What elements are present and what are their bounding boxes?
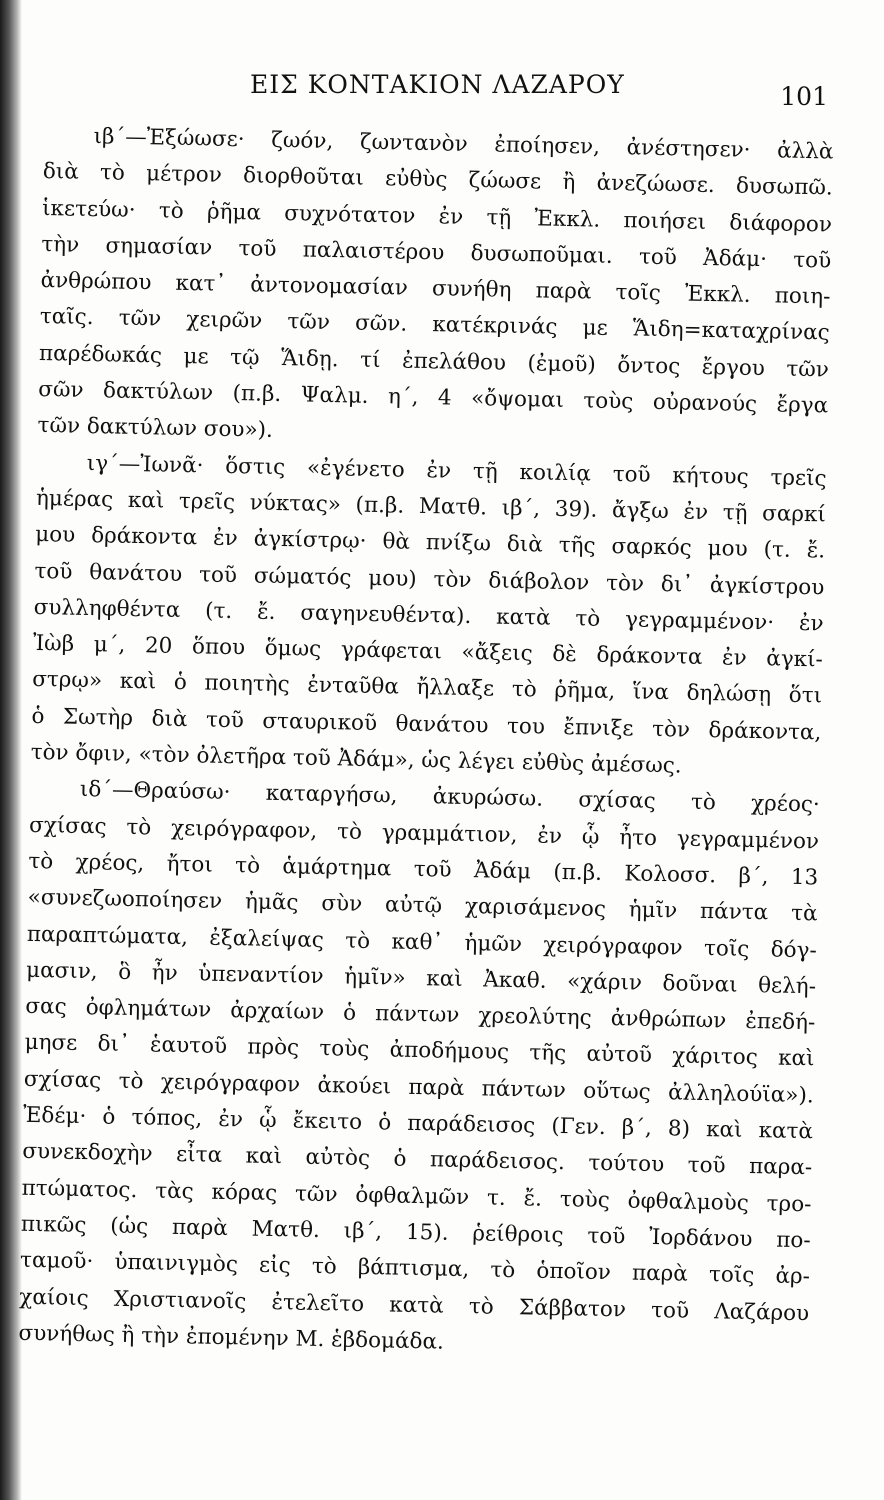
text-line: σχίσας τὸ χειρόγραφον, τὸ γραμμάτιον, ἐν ᾧ ἦτο γεγραμμένον [28, 812, 820, 855]
text-line: στρῳ» καὶ ὁ ποιητὴς ἐνταῦθα ἤλλαξε τὸ ῥῆμα, ἵνα δηλώσῃ ὅτι [31, 667, 823, 709]
book-spine-shadow [0, 0, 22, 1500]
text-line: ὁ Σωτὴρ διὰ τοῦ σταυρικοῦ θανάτου του ἔπνιξε τὸν δράκοντα, [31, 703, 822, 746]
text-line: παρέδωκάς με τῷ Ἅιδῃ. τί ἐπελάθου (ἐμοῦ) ὄντος ἔργου τῶν [38, 340, 830, 383]
text-line: πτώματος. τὰς κόρας τῶν ὀφθαλμῶν τ. ἔ. τοὺς ὀφθαλμοὺς τρο- [21, 1175, 812, 1217]
text-line: μησε δι᾽ ἑαυτοῦ πρὸς τοὺς ἀποδήμους τῆς αὐτοῦ χάριτος καὶ [24, 1030, 815, 1072]
text-line: ιγ΄—Ἰωνᾶ· ὅστις «ἐγένετο ἐν τῇ κοιλίᾳ τοῦ κήτους τρεῖς [86, 450, 827, 492]
text-line: ιδ΄—Θραύσω· καταργήσω, ἀκυρώσω. σχίσας τὸ χρέος· [79, 777, 821, 818]
text-line: σας ὀφλημάτων ἀρχαίων ὁ πάντων χρεολύτης ἀνθρώπων ἐπεδή- [25, 993, 816, 1036]
running-title: ΕΙΣ ΚΟΝΤΑΚΙΟΝ ΛΑΖΑΡΟΥ [250, 70, 625, 99]
text-line: τῶν δακτύλων σου»). [37, 413, 274, 444]
text-line: μασιν, ὃ ἦν ὑπεναντίον ἡμῖν» καὶ Ἀκαθ. «χάριν δοῦναι θελή- [25, 957, 817, 1000]
text-line: διὰ τὸ μέτρον διορθοῦται εὐθὺς ζώωσε ἢ ἀνεζώωσε. δυσωπῶ. [42, 159, 833, 201]
text-line: συλληφθέντα (τ. ἔ. σαγηνευθέντα). κατὰ τὸ γεγραμμένον· ἐν [33, 594, 824, 637]
page-number: 101 [780, 82, 828, 111]
text-line: ταμοῦ· ὑπαινιγμὸς εἰς τὸ βάπτισμα, τὸ ὁποῖον παρὰ τοῖς ἀρ- [19, 1247, 811, 1290]
text-line: σῶν δακτύλων (π.β. Ψαλμ. η΄, 4 «ὄψομαι τοὺς οὐρανούς ἔργα [38, 377, 829, 419]
text-line: συνήθως ἢ τὴν ἐπομένην Μ. ἑβδομάδα. [18, 1320, 445, 1355]
text-line: πικῶς (ὡς παρὰ Ματθ. ιβ΄, 15). ῥείθροις τοῦ Ἰορδάνου πο- [20, 1211, 811, 1254]
text-line: μου δράκοντα ἐν ἀγκίστρῳ· θὰ πνίξω διὰ τῆς σαρκός μου (τ. ἔ. [35, 522, 826, 564]
text-line: ἀνθρώπου κατ᾽ ἀντονομασίαν συνήθη παρὰ τοῖς Ἐκκλ. ποιη- [40, 268, 831, 310]
text-line: τοῦ θανάτου τοῦ σώματός μου) τὸν διάβολον τὸν δι᾽ ἀγκίστρου [34, 558, 825, 601]
page-header [60, 70, 828, 110]
text-line: ἱκετεύω· τὸ ῥῆμα συχνότατον ἐν τῇ Ἐκκλ. ποιήσει διάφορον [41, 195, 833, 238]
text-line: παραπτώματα, ἐξαλείψας τὸ καθ᾽ ἡμῶν χειρόγραφον τοῖς δόγ- [26, 921, 817, 963]
text-line: τὸν ὄφιν, «τὸν ὀλετῆρα τοῦ Ἀδάμ», ὡς λέγει εὐθὺς ἀμέσως. [30, 739, 682, 779]
text-line: Ἐδέμ· ὁ τόπος, ἐν ᾧ ἔκειτο ὁ παράδεισος (Γεν. β΄, 8) καὶ κατὰ [22, 1102, 814, 1145]
text-line: ἡμέρας καὶ τρεῖς νύκτας» (π.β. Ματθ. ιβ΄, 39). ἄγξω ἐν τῇ σαρκί [35, 485, 827, 528]
text-line: τὴν σημασίαν τοῦ παλαιστέρου δυσωποῦμαι. τοῦ Ἀδάμ· τοῦ [41, 231, 832, 274]
text-line: ταῖς. τῶν χειρῶν τῶν σῶν. κατέκρινάς με Ἅιδη=καταχρίνας [39, 304, 830, 346]
text-line: «συνεζωοποίησεν ἡμᾶς σὺν αὐτῷ χαρισάμενος ἡμῖν πάντα τὰ [27, 885, 818, 927]
text-line: τὸ χρέος, ἤτοι τὸ ἁμάρτημα τοῦ Ἀδάμ (π.β. Κολοσσ. β΄, 13 [28, 848, 819, 891]
text-line: ιβ΄—Ἐξώωσε· ζωόν, ζωντανὸν ἐποίησεν, ἀνέστησεν· ἀλλὰ [93, 124, 834, 165]
text-line: Ἰὼβ μ΄, 20 ὅπου ὅμως γράφεται «ἄξεις δὲ δράκοντα ἐν ἀγκί- [32, 631, 824, 673]
commentary-text [18, 118, 834, 1368]
text-line: σχίσας τὸ χειρόγραφον ἀκούει παρὰ πάντων οὕτως ἀλληλούϊα»). [23, 1066, 814, 1109]
text-line: συνεκδοχὴν εἶτα καὶ αὐτὸς ὁ παράδεισος. τούτου τοῦ παρα- [22, 1139, 813, 1181]
text-line: χαίοις Χριστιανοῖς ἐτελεῖτο κατὰ τὸ Σάββατον τοῦ Λαζάρου [19, 1284, 810, 1326]
